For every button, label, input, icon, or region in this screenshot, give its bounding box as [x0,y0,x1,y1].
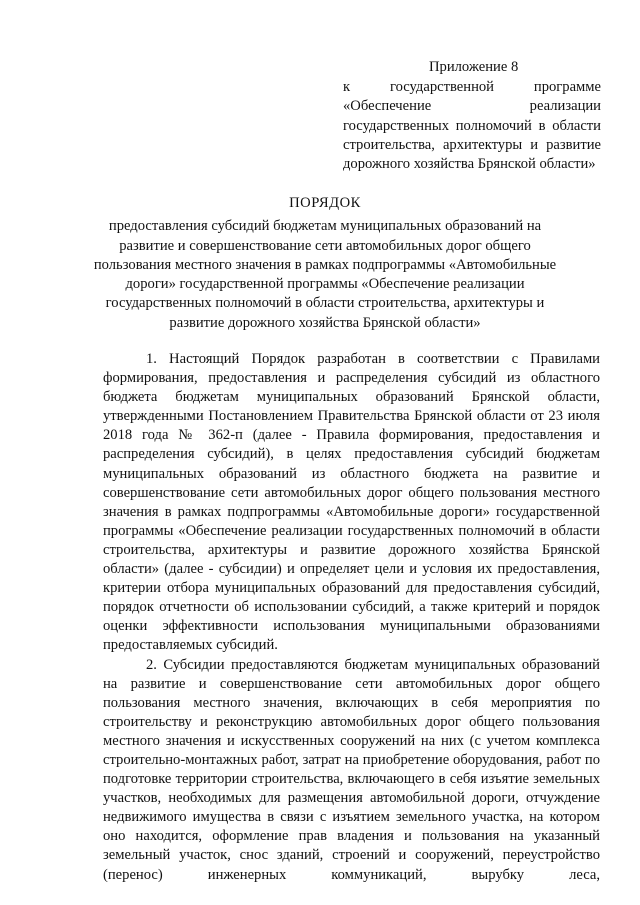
document-body [103,350,600,885]
document-heading [90,194,560,333]
document-subtitle: предоставления субсидий бюджетам муниципальных образований на развитие и совершенствование сети автомобильных дорог общего пользования местного значения в рамках подпрограммы «Автомобильные дороги» государственной программы «Обеспечение реализации государственных полномочий в области строительства, архитектуры и развитие дорожного хозяйства Брянской области» [93,218,557,331]
paragraph-1: 1. Настоящий Порядок разработан в соответствии с Правилами формирования, предоставления и распределения субсидий из областного бюджета бюджетам муниципальных образований Брянской области, утвержденными Постановлением Правительства Брянской области от 23 июля 2018 года № 362-п (далее - Правила формирования, предоставления и распределения субсидий), в целях предоставления субсидий бюджетам муниципальных образований из областного бюджета на развитие и совершенствование сети автомобильных дорог общего пользования местного значения в рамках подпрограммы «Автомобильные дороги» государственной программы «Обеспечение реализации государственных полномочий в области строительства, архитектуры и развитие дорожного хозяйства Брянской области» (далее - субсидии) и определяет цели и условия их предоставления, критерии отбора муниципальных образований для предоставления субсидий, порядок отчетности об использовании субсидий, а также критерий и порядок оценки эффективности использования муниципальными образованиями предоставляемых субсидий. [103,351,600,654]
appendix-block [343,58,601,174]
appendix-text: к государственной программе «Обеспечение реализации государственных полномочий в области строительства, архитектуры и развитие дорожного хозяйства Брянской области» [343,79,601,173]
appendix-title: Приложение 8 [429,59,519,75]
document-title: ПОРЯДОК [289,195,361,211]
paragraph-2: 2. Субсидии предоставляются бюджетам муниципальных образований на развитие и совершенствование сети автомобильных дорог общего пользования местного значения, включающих в себя мероприятия по строительству и реконструкцию автомобильных дорог общего пользования местного значения и искусственных сооружений на них (с учетом комплекса строительно-монтажных работ, затрат на приобретение оборудования, работ по подготовке территории строительства, включающего в себя изъятие земельных участков, необходимых для размещения автомобильной дороги, отчуждение недвижимого имущества в связи с изъятием земельного участка, на котором оно находится, оформление прав владения и пользования на указанный земельный участок, снос зданий, строений и сооружений, переустройство (перенос) инженерных коммуникаций, вырубку леса, [103,656,600,883]
